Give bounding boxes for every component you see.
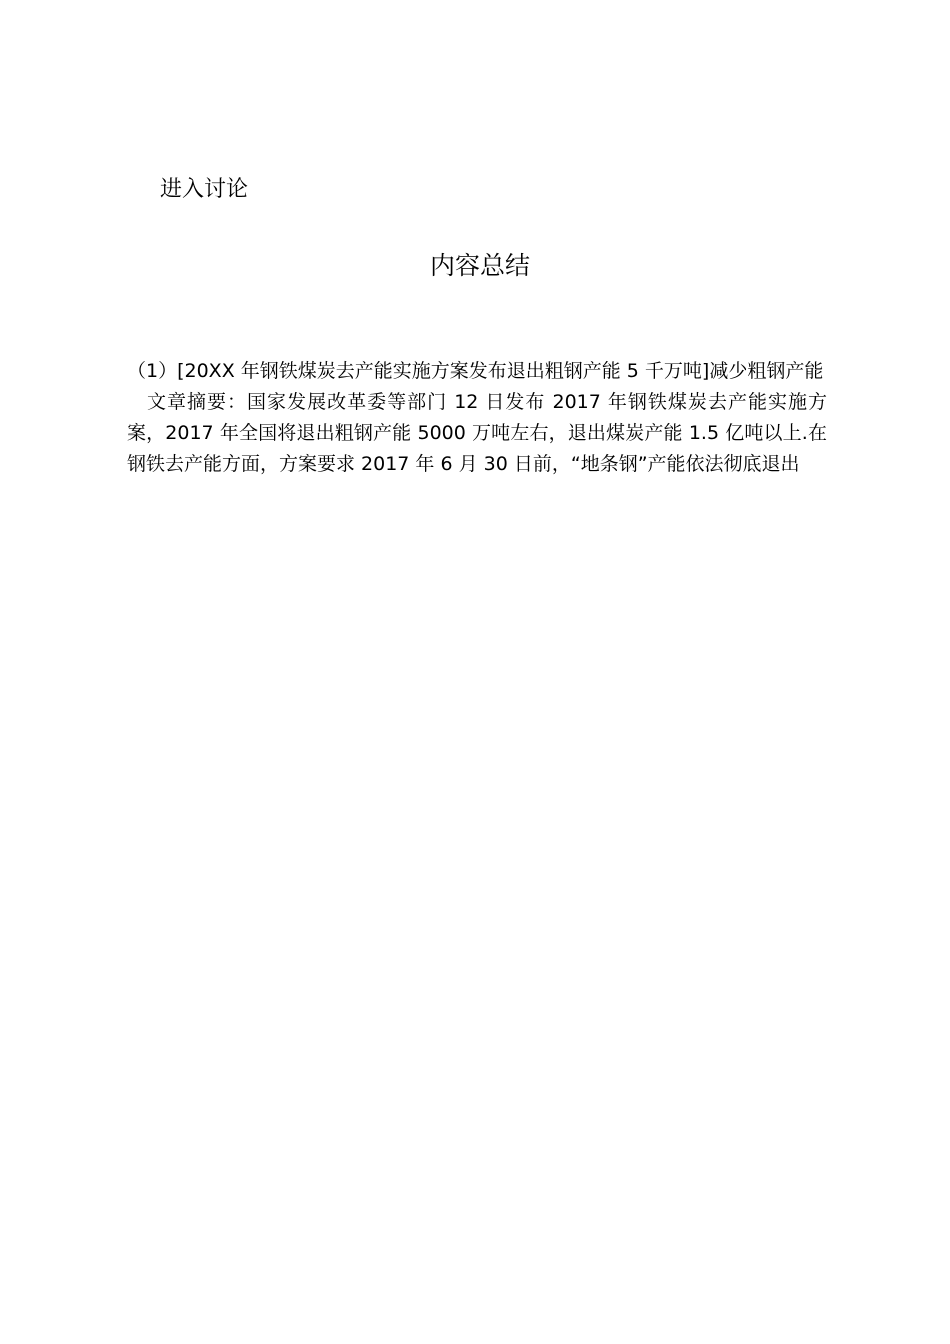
enter-discussion-link[interactable]: 进入讨论 [160,177,249,202]
summary-item-heading: （1）[20XX 年钢铁煤炭去产能实施方案发布退出粗钢产能 5 千万吨]减少粗钢产能 [127,360,824,382]
summary-content [127,356,827,480]
summary-item-body: 文章摘要：国家发展改革委等部门 12 日发布 2017 年钢铁煤炭去产能实施方案，2017 年全国将退出粗钢产能 5000 万吨左右，退出煤炭产能 1.5 亿吨以上.在钢铁去产能方面，方案要求 2017 年 6 月 30 日前，“地条钢”产能依法彻底退出 [127,391,827,475]
summary-title: 内容总结 [429,251,530,280]
